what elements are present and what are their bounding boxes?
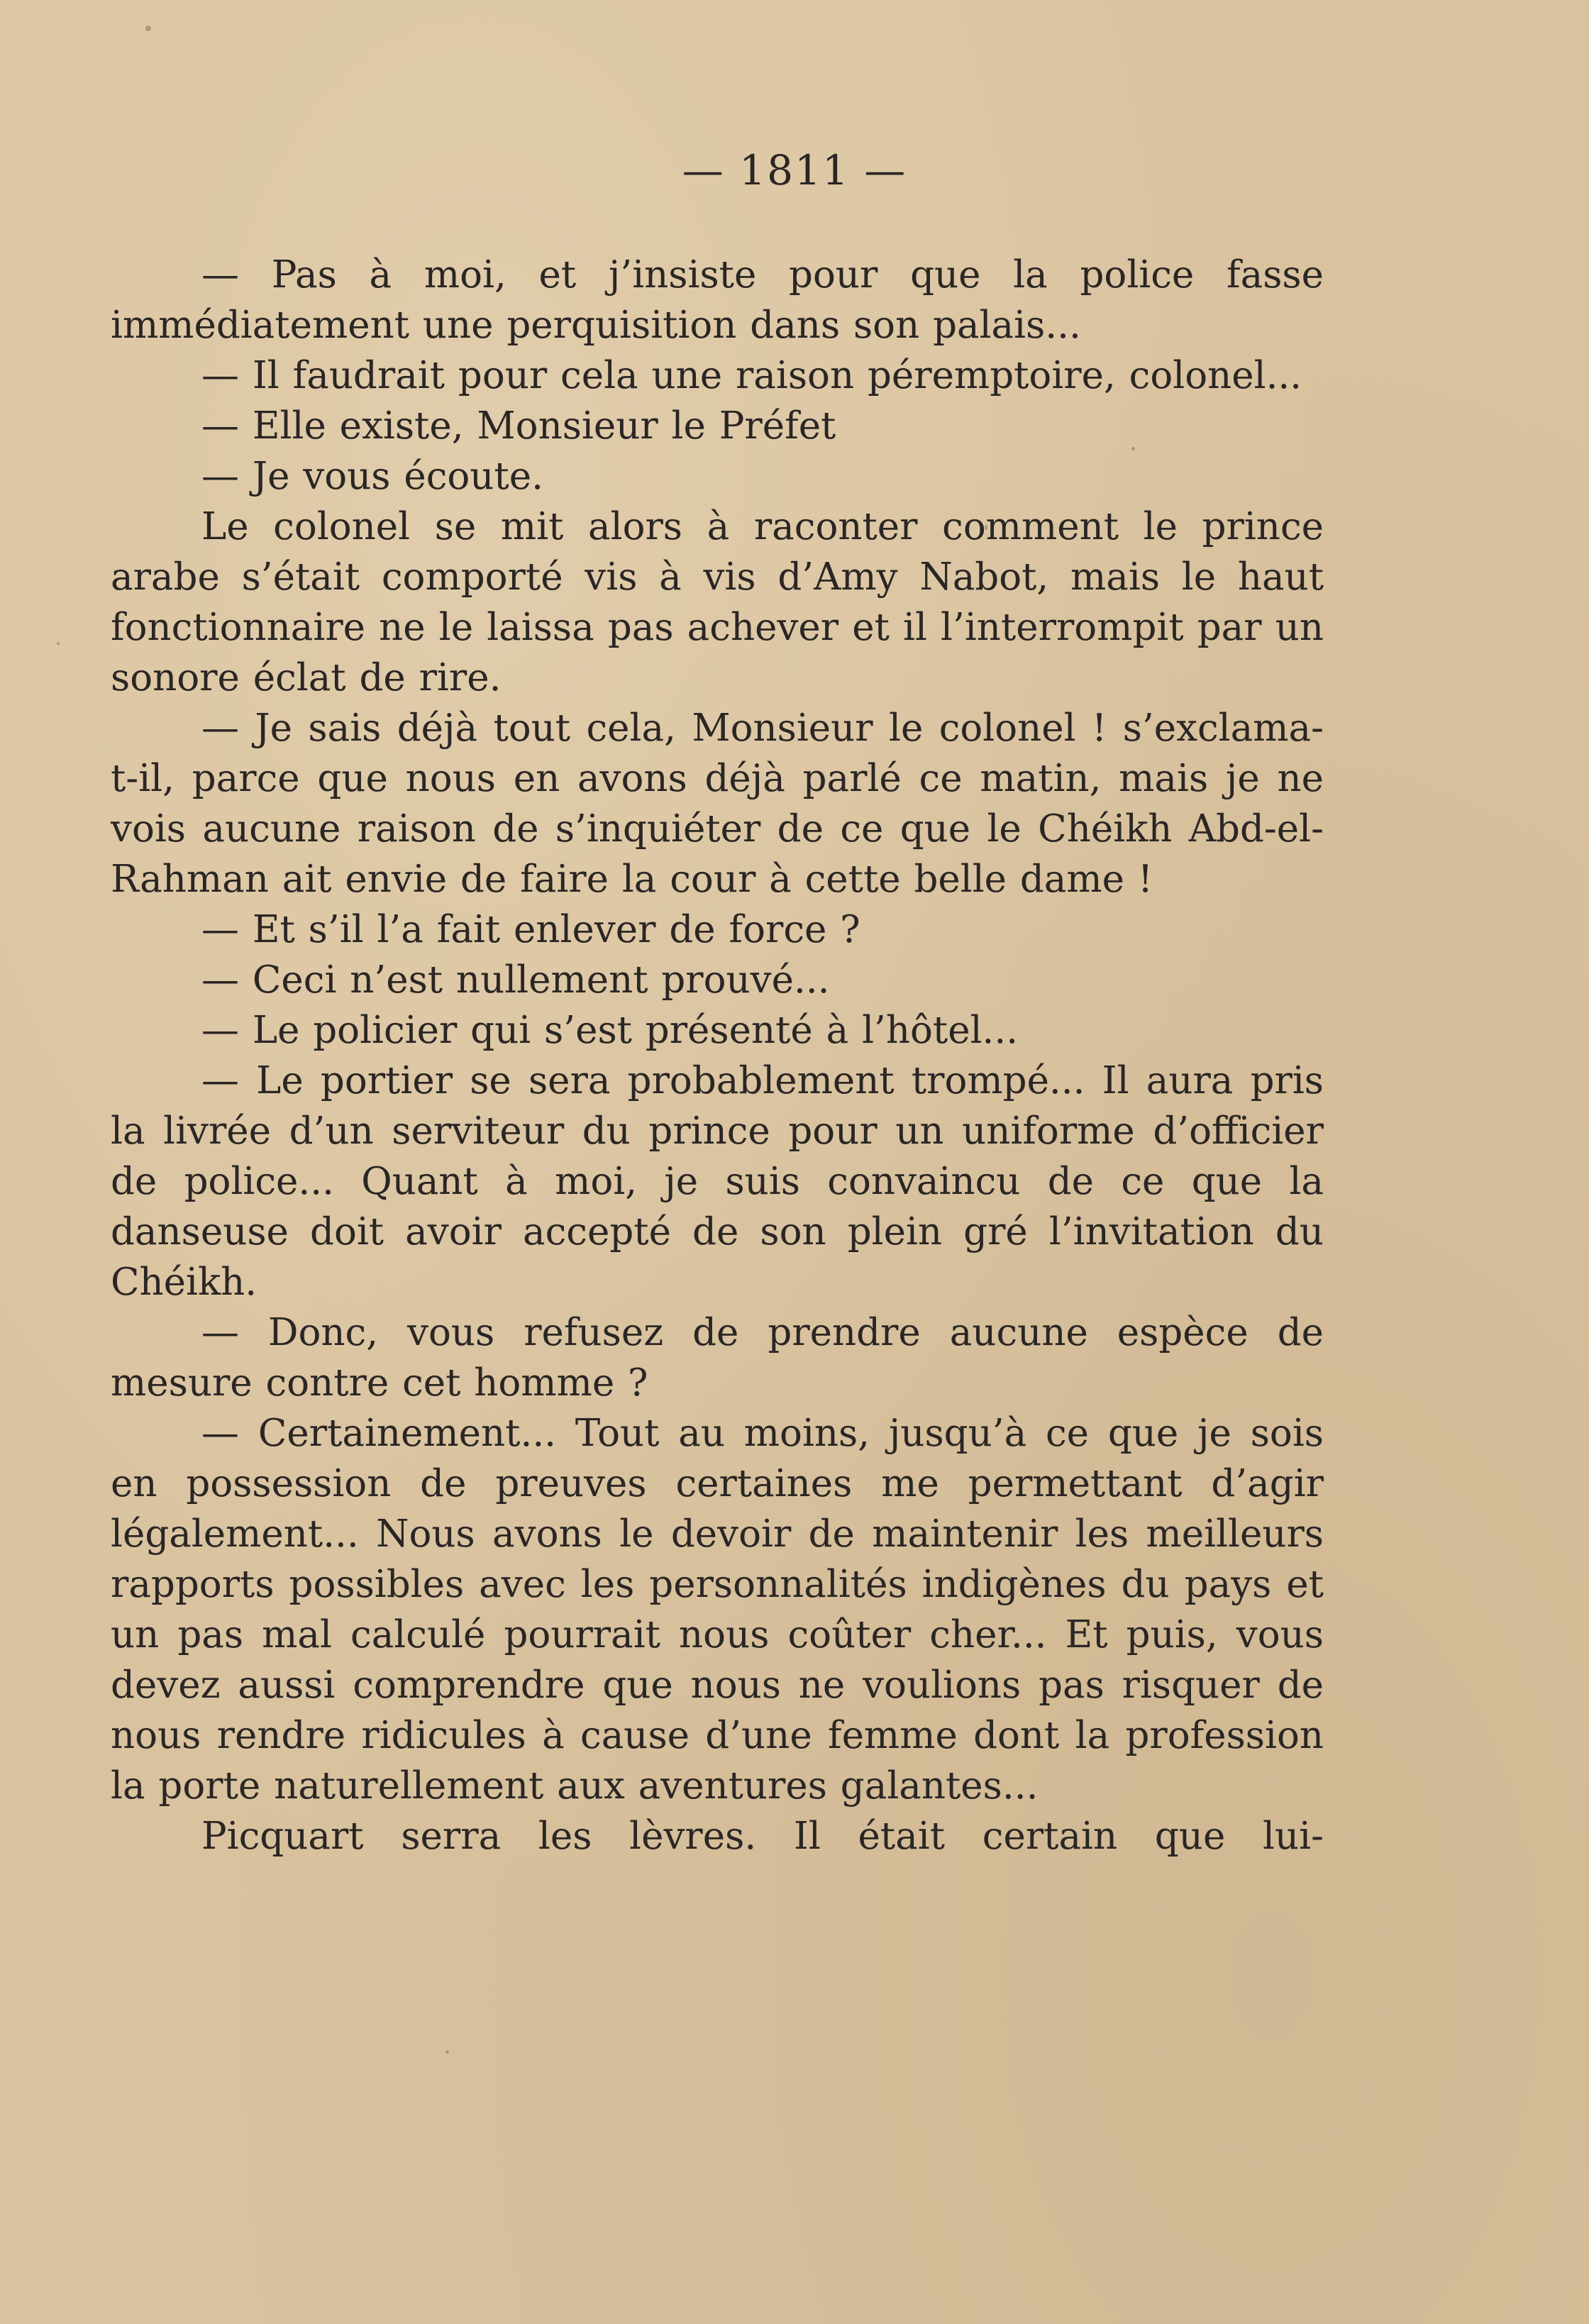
paragraph-continued: Picquart serra les lèvres. Il était certain que lui- xyxy=(201,1815,1324,1858)
paragraph: — Ceci n’est nullement prouvé... xyxy=(201,958,830,1002)
paragraph: — Le portier se sera probablement trompé... Il aura pris la livrée d’un serviteur du prince pour un uniforme d’officier de police... Quant à moi, je suis convaincu de ce que la danseuse doit avoir accepté de son plein gré l’invitation du Chéikh. xyxy=(111,1059,1324,1304)
paper-speck xyxy=(145,26,151,31)
paper-speck xyxy=(1131,447,1135,450)
paragraph: — Et s’il l’a fait enlever de force ? xyxy=(201,908,860,951)
page-number: — 1811 — xyxy=(682,146,907,194)
paragraph: — Donc, vous refusez de prendre aucune espèce de mesure contre cet homme ? xyxy=(111,1311,1324,1405)
paragraph: — Pas à moi, et j’insiste pour que la police fasse immédiatement une perquisition dans son palais... xyxy=(111,253,1324,347)
paragraph: — Je sais déjà tout cela, Monsieur le colonel ! s’exclama-t-il, parce que nous en avons déjà parlé ce matin, mais je ne vois aucune raison de s’inquiéter de ce que le Chéikh Abd-el-Rahman ait envie de faire la cour à cette belle dame ! xyxy=(111,707,1324,901)
paragraph: — Le policier qui s’est présenté à l’hôtel... xyxy=(201,1009,1019,1052)
paragraph: — Il faudrait pour cela une raison péremptoire, colonel... xyxy=(201,354,1302,397)
paper-speck xyxy=(57,642,60,645)
paragraph: — Elle existe, Monsieur le Préfet xyxy=(201,404,836,448)
body-text xyxy=(111,250,1324,1861)
paper-speck xyxy=(445,2050,449,2054)
paragraph: — Certainement... Tout au moins, jusqu’à ce que je sois en possession de preuves certaines me permettant d’agir légalement... Nous avons le devoir de maintenir les meilleurs rapports possibles avec les personnalités indigènes du pays et un pas mal calculé pourrait nous coûter cher... Et puis, vous devez aussi comprendre que nous ne voulions pas risquer de nous rendre ridicules à cause d’une femme dont la profession la porte naturellement aux aventures galantes... xyxy=(111,1412,1324,1808)
paragraph: Le colonel se mit alors à raconter comment le prince arabe s’était comporté vis à vis d’Amy Nabot, mais le haut fonctionnaire ne le laissa pas achever et il l’interrompit par un sonore éclat de rire. xyxy=(111,505,1324,699)
paper-speck xyxy=(985,525,987,530)
paragraph: — Je vous écoute. xyxy=(201,455,543,498)
